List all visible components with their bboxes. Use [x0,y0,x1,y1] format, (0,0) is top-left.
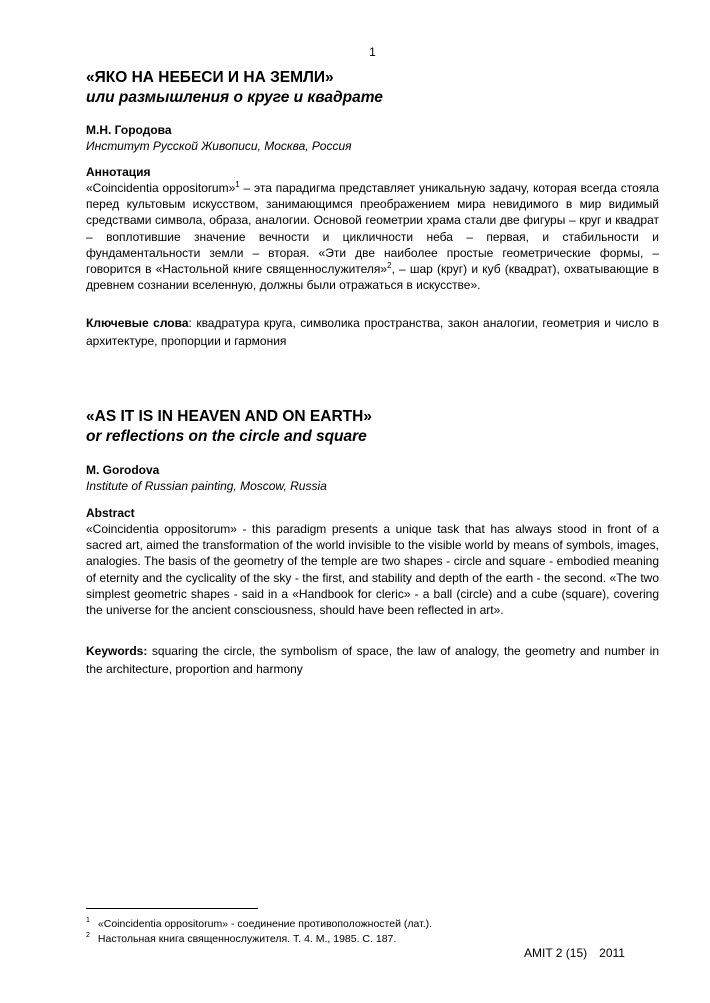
english-affiliation: Institute of Russian painting, Moscow, Russia [86,479,327,493]
journal-year: 2011 [599,946,625,960]
english-author: M. Gorodova [86,463,160,477]
russian-abstract-part2: – эта парадигма представляет уникальную задачу, которая всегда стояла перед культовым искусством, занимающимся преображением мира невидимого в мир видимый средствами символа, образа, аналогии. Основой геометрии храма стали две фигуры – круг и квадрат – воплотившие значение вечности и цикличности неба – первая, и стабильности и фундаментальности земли – вторая. «Эти две наиболее простые геометрические формы, – говорится в «Настольной книге священнослужителя» [86,181,659,277]
footnote-1-number: 1 [86,917,90,924]
russian-abstract-part3: , – шар (круг) и куб (квадрат), охватывающие в древнем сознании вселенную, должны были отражаться в искусстве». [86,262,659,293]
footnote-2 [86,929,396,946]
english-author-block [86,462,659,494]
footnote-ref-1: 1 [235,180,240,189]
journal-footer [524,946,625,960]
english-abstract-text: «Coincidentia oppositorum» - this paradigm presents a unique task that has always stood in front of a sacred art, aimed the transformation of the world invisible to the visible world by means of symbols, images, analogies. The basis of the geometry of the temple are two shapes - circle and square - embodied meaning of eternity and the cyclicality of the sky - the first, and stability and depth of the earth - the second. «The two simplest geometric shapes - said in a «Handbook for cleric» - a ball (circle) and a cube (square), covering the universe for the ancient consciousness, should have been reflected in art». [86,522,659,618]
english-title-block [86,407,659,446]
russian-author: М.Н. Городова [86,123,172,137]
footnote-1-text: «Coincidentia oppositorum» - соединение противоположностей (лат.). [97,918,433,930]
russian-keywords-text [86,314,659,350]
russian-author-block [86,122,659,154]
russian-keywords-label: Ключевые слова [86,316,189,330]
page-number: 1 [369,45,376,59]
russian-title-block [86,68,659,107]
footnote-ref-2: 2 [387,261,392,271]
english-abstract [86,505,659,618]
russian-subtitle: или размышления о круге и квадрате [86,89,383,106]
english-keywords-text [86,642,659,678]
russian-keywords [86,314,659,350]
russian-abstract-part1: «Coincidentia oppositorum» [86,181,236,195]
english-abstract-heading: Abstract [86,506,135,520]
footnote-2-text: Настольная книга священнослужителя. Т. 4. М., 1985. С. 187. [97,933,397,945]
footnote-divider [86,908,258,909]
english-keywords-list: squaring the circle, the symbolism of space, the law of analogy, the geometry and number in the architecture, proportion and harmony [86,644,659,676]
russian-abstract-heading: Аннотация [86,165,151,179]
footnote-2-number: 2 [86,932,90,939]
russian-abstract-text [86,180,659,293]
russian-title: «ЯКО НА НЕБЕСИ И НА ЗЕМЛИ» [86,69,334,86]
english-keywords-label: Keywords: [86,644,148,658]
english-subtitle: or reflections on the circle and square [86,428,367,445]
journal-issue: AMIT 2 (15) [524,946,588,960]
russian-affiliation: Институт Русской Живописи, Москва, Россия [86,139,352,153]
english-keywords [86,642,659,678]
russian-keywords-list: : квадратура круга, символика пространства, закон аналогии, геометрия и число в архитектуре, пропорции и гармония [86,316,660,348]
english-title: «AS IT IS IN HEAVEN AND ON EARTH» [86,408,372,425]
russian-abstract [86,164,659,293]
